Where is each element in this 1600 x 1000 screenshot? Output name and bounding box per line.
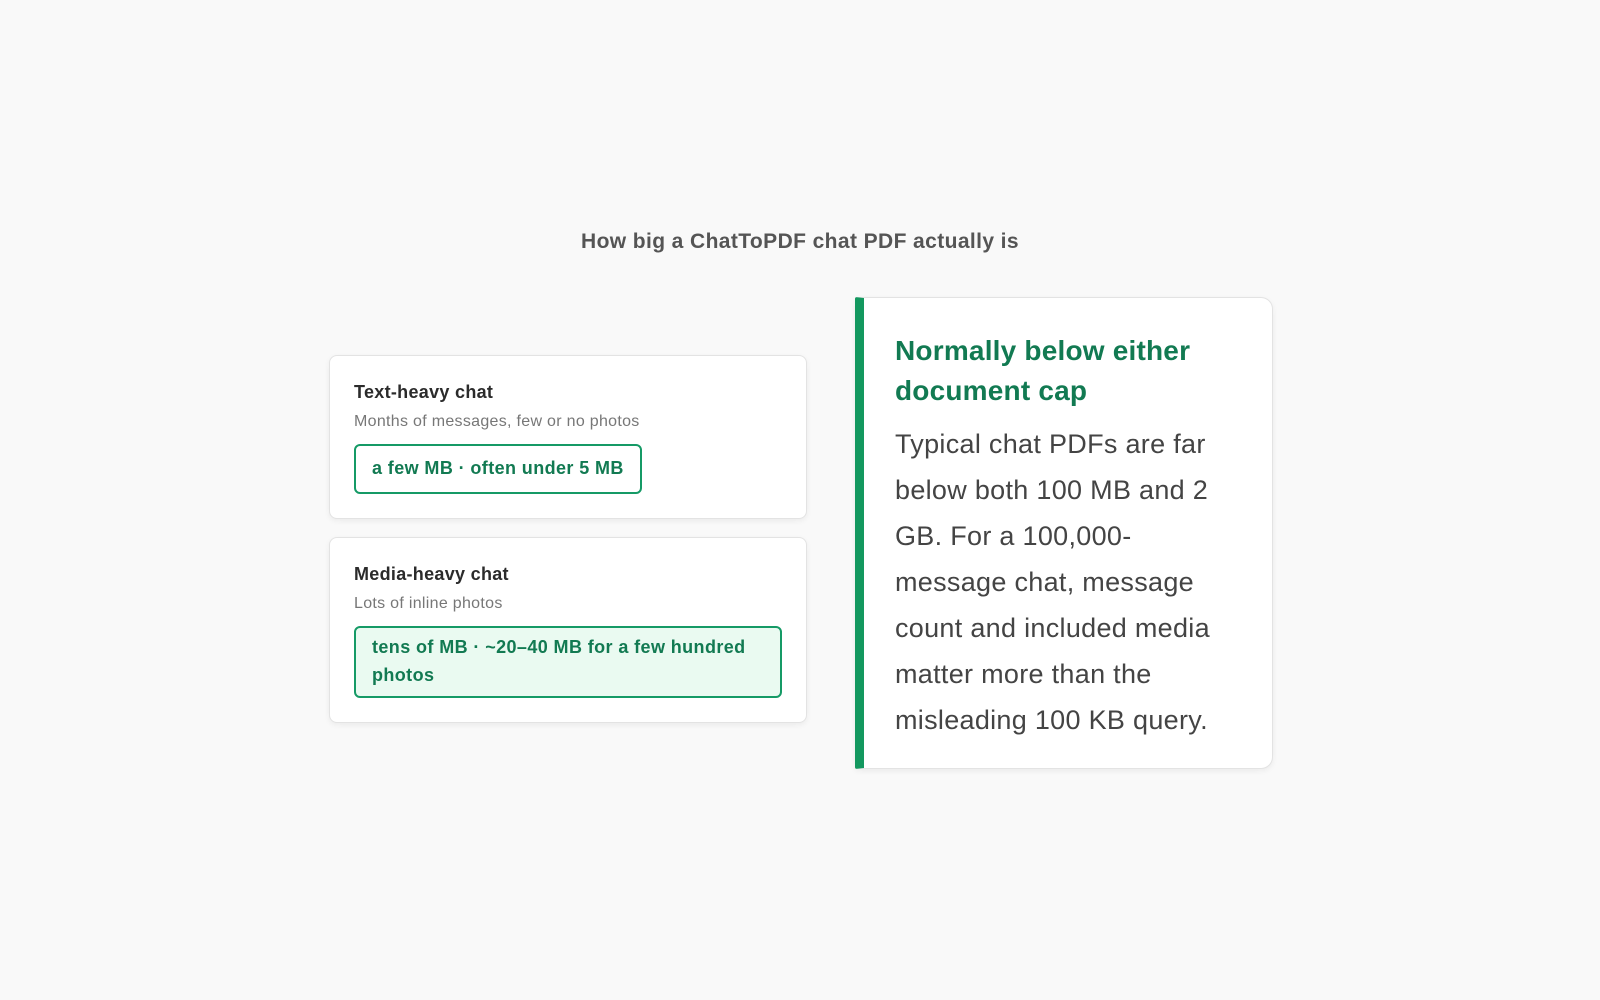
summary-callout [855, 297, 1273, 769]
callout-body: Typical chat PDFs are far below both 100 MB and 2 GB. For a 100,000-message chat, message count and included media matter more than the misleading 100 KB query. [895, 429, 1210, 735]
size-badge: tens of MB · ~20–40 MB for a few hundred photos [354, 626, 782, 698]
size-badge: a few MB · often under 5 MB [354, 444, 642, 494]
text-heavy-card [329, 355, 807, 519]
size-cards [329, 355, 807, 723]
card-subtitle: Months of messages, few or no photos [354, 413, 640, 430]
card-title: Media-heavy chat [354, 563, 509, 584]
card-title: Text-heavy chat [354, 382, 494, 402]
media-heavy-card [329, 537, 807, 723]
page-title: How big a ChatToPDF chat PDF actually is [581, 230, 1019, 253]
callout-title: Normally below either document cap [895, 335, 1191, 406]
card-subtitle: Lots of inline photos [354, 594, 503, 612]
